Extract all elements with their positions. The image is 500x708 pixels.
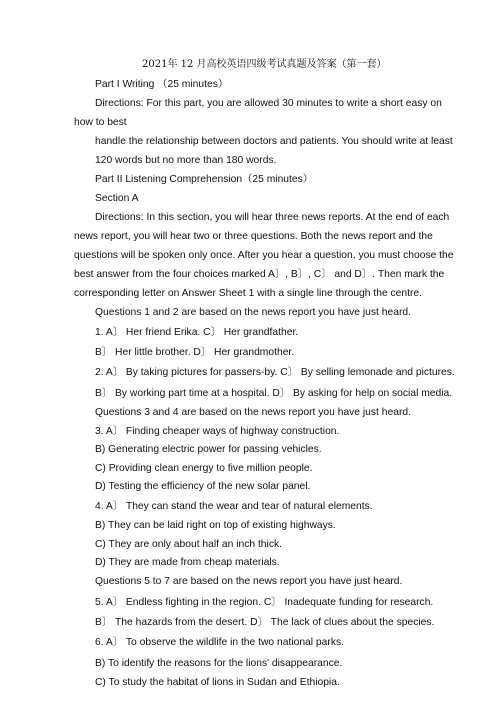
question-option-line: C) They are only about half an inch thick. bbox=[95, 539, 282, 550]
question-option-line: B) They can be laid right on top of existing highways. bbox=[95, 520, 336, 531]
question-option-line: 4. A〕 They can stand the wear and tear of natural elements. bbox=[95, 501, 373, 512]
document-title: 2021年 12 月高校英语四级考试真题及答案（第一套） bbox=[142, 59, 387, 70]
question-option-line: B〕 By working part time at a hospital. D〕 By asking for help on social media. bbox=[95, 388, 453, 399]
question-option-line: 6. A〕 To observe the wildlife in the two national parks. bbox=[95, 637, 344, 648]
section-heading-listening: Part II Listening Comprehension（25 minutes） bbox=[95, 174, 314, 185]
question-option-line: D) They are made from cheap materials. bbox=[95, 557, 280, 568]
writing-directions-line: 120 words but no more than 180 words. bbox=[95, 155, 277, 166]
listening-directions-line: questions will be spoken only once. After you hear a question, you must choose the bbox=[74, 250, 454, 261]
writing-directions-line: how to best bbox=[74, 117, 127, 128]
section-heading-writing: Part I Writing （25 minutes） bbox=[95, 79, 229, 90]
listening-directions-line: corresponding letter on Answer Sheet 1 with a single line through the centre. bbox=[74, 288, 423, 299]
question-option-line: C) To study the habitat of lions in Sudan and Ethiopia. bbox=[95, 677, 340, 688]
question-option-line: B) Generating electric power for passing vehicles. bbox=[95, 444, 322, 455]
writing-directions-line: Directions: For this part, you are allowed 30 minutes to write a short easy on bbox=[95, 98, 442, 109]
question-option-line: D) Testing the efficiency of the new solar panel. bbox=[95, 481, 311, 492]
question-option-line: 1. A〕 Her friend Erika. C〕 Her grandfather. bbox=[95, 327, 299, 338]
section-a-heading: Section A bbox=[95, 193, 139, 204]
writing-directions-line: handle the relationship between doctors and patients. You should write at least bbox=[95, 136, 453, 147]
question-group-intro: Questions 3 and 4 are based on the news report you have just heard. bbox=[95, 407, 411, 418]
question-group-intro: Questions 1 and 2 are based on the news report you have just heard. bbox=[95, 307, 411, 318]
question-option-line: B〕 Her little brother. D〕 Her grandmother. bbox=[95, 347, 295, 358]
question-option-line: B) To identify the reasons for the lions' disappearance. bbox=[95, 658, 343, 669]
question-option-line: 5. A〕 Endless fighting in the region. C〕 Inadequate funding for research. bbox=[95, 597, 434, 608]
question-group-intro: Questions 5 to 7 are based on the news report you have just heard. bbox=[95, 576, 403, 587]
question-option-line: C) Providing clean energy to five million people. bbox=[95, 463, 313, 474]
question-option-line: B〕 The hazards from the desert. D〕 The lack of clues about the species. bbox=[95, 617, 435, 628]
listening-directions-line: news report, you will hear two or three questions. Both the news report and the bbox=[74, 231, 433, 242]
question-option-line: 3. A〕 Finding cheaper ways of highway construction. bbox=[95, 426, 340, 437]
listening-directions-line: best answer from the four choices marked A〕, B〕, C〕 and D〕. Then mark the bbox=[74, 269, 445, 280]
listening-directions-line: Directions: In this section, you will hear three news reports. At the end of each bbox=[95, 212, 450, 223]
question-option-line: 2. A〕 By taking pictures for passers-by. C〕 By selling lemonade and pictures. bbox=[95, 367, 455, 378]
